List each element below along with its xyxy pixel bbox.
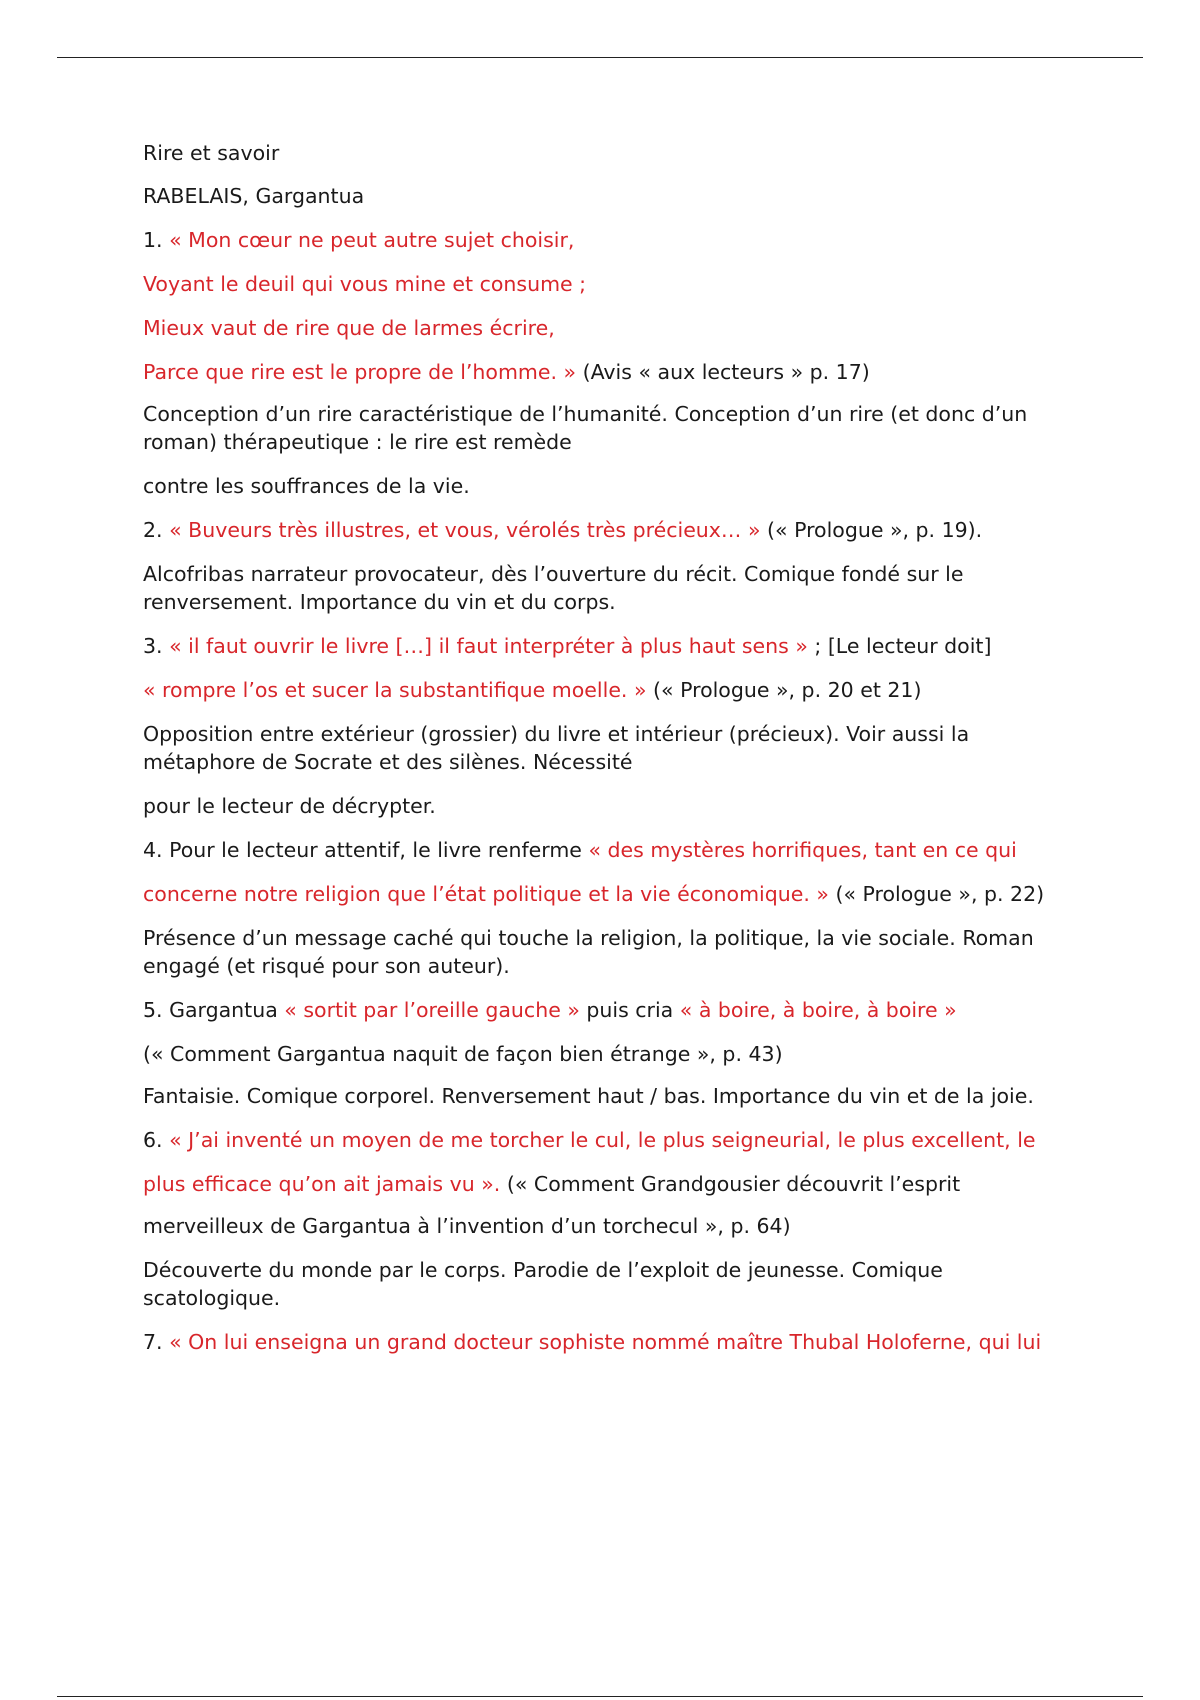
paragraph <box>143 1212 1063 1240</box>
text-segment: merveilleux de Gargantua à l’invention d’un torchecul », p. 64) <box>143 1214 791 1238</box>
text-segment: 4. Pour le lecteur attentif, le livre renferme <box>143 838 589 862</box>
paragraph <box>143 314 1063 342</box>
paragraph <box>143 792 1063 820</box>
paragraph <box>143 139 1063 167</box>
text-segment: Présence d’un message caché qui touche la religion, la politique, la vie sociale. Roman engagé (et risqué pour son auteur). <box>143 926 1034 978</box>
text-segment: (« Prologue », p. 20 et 21) <box>646 678 922 702</box>
paragraph <box>143 1170 1063 1198</box>
quote-segment: Voyant le deuil qui vous mine et consume ; <box>143 272 587 296</box>
paragraph <box>143 182 1063 210</box>
text-segment: Conception d’un rire caractéristique de l’humanité. Conception d’un rire (et donc d’un roman) thérapeutique : le rire est remède <box>143 402 1028 454</box>
text-segment: pour le lecteur de décrypter. <box>143 794 436 818</box>
text-segment: 6. <box>143 1128 170 1152</box>
paragraph <box>143 1328 1063 1356</box>
paragraph <box>143 358 1063 386</box>
paragraph <box>143 1082 1063 1110</box>
text-segment: Découverte du monde par le corps. Parodie de l’exploit de jeunesse. Comique scatologique. <box>143 1258 943 1310</box>
text-segment: (« Prologue », p. 22) <box>828 882 1045 906</box>
quote-segment: « Buveurs très illustres, et vous, vérolés très précieux… » <box>169 518 761 542</box>
text-segment: (« Comment Gargantua naquit de façon bien étrange », p. 43) <box>143 1042 783 1066</box>
document-body <box>143 139 1063 1356</box>
paragraph <box>143 720 1063 776</box>
quote-segment: « il faut ouvrir le livre […] il faut interpréter à plus haut sens » <box>169 634 808 658</box>
paragraph <box>143 226 1063 254</box>
text-segment: (« Comment Grandgousier découvrit l’esprit <box>500 1172 961 1196</box>
text-segment: 3. <box>143 634 170 658</box>
paragraph <box>143 632 1063 660</box>
text-segment: (« Prologue », p. 19). <box>760 518 983 542</box>
paragraph <box>143 676 1063 704</box>
quote-segment: Mieux vaut de rire que de larmes écrire, <box>143 316 555 340</box>
quote-segment: « Mon cœur ne peut autre sujet choisir, <box>169 228 575 252</box>
text-segment: Fantaisie. Comique corporel. Renversement haut / bas. Importance du vin et de la joie. <box>143 1084 1034 1108</box>
quote-segment: « des mystères horrifiques, tant en ce qui <box>588 838 1017 862</box>
text-segment: 1. <box>143 228 170 252</box>
text-segment: Rire et savoir <box>143 141 280 165</box>
text-segment: 5. Gargantua <box>143 998 285 1022</box>
quote-segment: « J’ai inventé un moyen de me torcher le cul, le plus seigneurial, le plus excellent, le <box>169 1128 1036 1152</box>
paragraph <box>143 880 1063 908</box>
text-segment: Alcofribas narrateur provocateur, dès l’ouverture du récit. Comique fondé sur le renversement. Importance du vin et du corps. <box>143 562 964 614</box>
text-segment: ; [Le lecteur doit] <box>807 634 992 658</box>
quote-segment: « rompre l’os et sucer la substantifique moelle. » <box>143 678 647 702</box>
bottom-rule <box>57 1696 1143 1697</box>
top-rule <box>57 57 1143 58</box>
paragraph <box>143 472 1063 500</box>
paragraph <box>143 516 1063 544</box>
paragraph <box>143 400 1063 456</box>
text-segment: puis cria <box>579 998 680 1022</box>
quote-segment: « sortit par l’oreille gauche » <box>284 998 580 1022</box>
paragraph <box>143 924 1063 980</box>
paragraph <box>143 270 1063 298</box>
text-segment: RABELAIS, Gargantua <box>143 184 365 208</box>
text-segment: (Avis « aux lecteurs » p. 17) <box>576 360 870 384</box>
paragraph <box>143 1256 1063 1312</box>
quote-segment: « à boire, à boire, à boire » <box>679 998 957 1022</box>
text-segment: contre les souffrances de la vie. <box>143 474 470 498</box>
quote-segment: concerne notre religion que l’état politique et la vie économique. » <box>143 882 829 906</box>
paragraph <box>143 836 1063 864</box>
text-segment: Opposition entre extérieur (grossier) du livre et intérieur (précieux). Voir aussi la métaphore de Socrate et des silènes. Nécessité <box>143 722 970 774</box>
paragraph <box>143 1126 1063 1154</box>
paragraph <box>143 996 1063 1024</box>
paragraph <box>143 560 1063 616</box>
text-segment: 7. <box>143 1330 170 1354</box>
quote-segment: Parce que rire est le propre de l’homme. » <box>143 360 577 384</box>
paragraph <box>143 1040 1063 1068</box>
quote-segment: plus efficace qu’on ait jamais vu ». <box>143 1172 501 1196</box>
text-segment: 2. <box>143 518 170 542</box>
quote-segment: « On lui enseigna un grand docteur sophiste nommé maître Thubal Holoferne, qui lui <box>169 1330 1042 1354</box>
